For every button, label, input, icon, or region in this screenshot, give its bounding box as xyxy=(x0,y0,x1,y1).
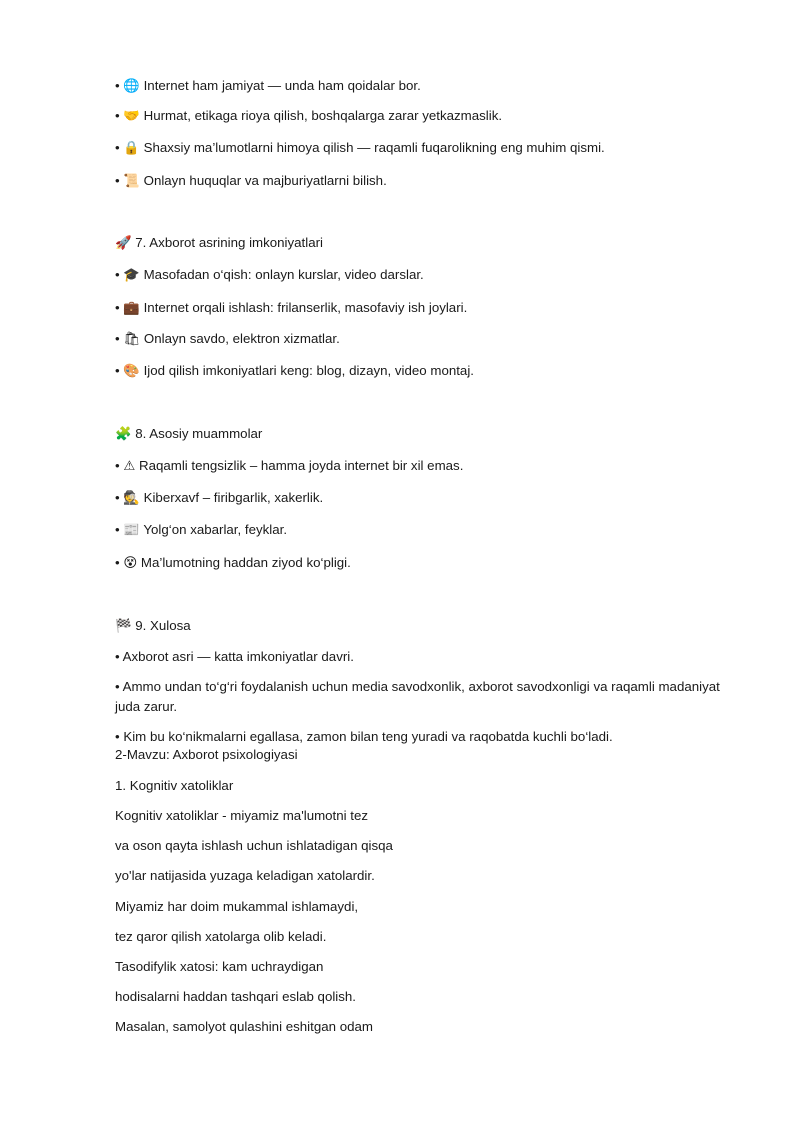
paragraph-line: yo'lar natijasida yuzaga keladigan xatolardir. xyxy=(115,868,375,883)
bullet-personal-data: • 🔒 Shaxsiy ma’lumotlarni himoya qilish — raqamli fuqarolikning eng muhim qismi. xyxy=(115,140,605,155)
paragraph-line: Tasodifylik xatosi: kam uchraydigan xyxy=(115,959,324,974)
paragraph-line: hodisalarni haddan tashqari eslab qolish. xyxy=(115,989,356,1004)
bullet-cyber-threat: • 🕵 Kiberxavf – firibgarlik, xakerlik. xyxy=(115,490,324,505)
paragraph-line: va oson qayta ishlash uchun ishlatadigan qisqa xyxy=(115,838,393,853)
bullet-internet-society: • 🌐 Internet ham jamiyat — unda ham qoidalar bor. xyxy=(115,78,421,93)
section8-heading: 🧩 8. Asosiy muammolar xyxy=(115,426,263,441)
bullet-conclusion-skills: • Kim bu ko‘nikmalarni egallasa, zamon bilan teng yuradi va raqobatda kuchli bo‘ladi. xyxy=(115,729,613,744)
bullet-remote-work: • 💼 Internet orqali ishlash: frilanserlik, masofaviy ish joylari. xyxy=(115,300,468,315)
paragraph-line: Masalan, samolyot qulashini eshitgan odam xyxy=(115,1019,373,1034)
paragraph-line: Miyamiz har doim mukammal ishlamaydi, xyxy=(115,899,359,914)
bullet-digital-inequality: • ⚠ Raqamli tengsizlik – hamma joyda internet bir xil emas. xyxy=(115,458,464,473)
topic2-title: 2-Mavzu: Axborot psixologiyasi xyxy=(115,747,298,762)
topic2-subheading: 1. Kognitiv xatoliklar xyxy=(115,778,234,793)
bullet-conclusion-opportunities: • Axborot asri — katta imkoniyatlar davri. xyxy=(115,649,354,664)
bullet-online-trade: • 🛍 Onlayn savdo, elektron xizmatlar. xyxy=(115,331,340,346)
section7-heading: 🚀 7. Axborot asrining imkoniyatlari xyxy=(115,235,323,250)
bullet-online-rights: • 📜 Onlayn huquqlar va majburiyatlarni bilish. xyxy=(115,173,387,188)
section9-heading: 🏁 9. Xulosa xyxy=(115,618,191,633)
bullet-respect-ethics: • 🤝 Hurmat, etikaga rioya qilish, boshqalarga zarar yetkazmaslik. xyxy=(115,108,503,123)
bullet-fake-news: • 📰 Yolg‘on xabarlar, feyklar. xyxy=(115,522,288,537)
paragraph-line: Kognitiv xatoliklar - miyamiz ma'lumotni tez xyxy=(115,808,369,823)
bullet-info-overload: • 😵 Ma’lumotning haddan ziyod ko‘pligi. xyxy=(115,555,351,570)
bullet-conclusion-literacy: • Ammo undan to‘g‘ri foydalanish uchun media savodxonlik, axborot savodxonligi va raqamli madaniyat juda zarur. xyxy=(115,679,720,714)
bullet-remote-learning: • 🎓 Masofadan o‘qish: onlayn kurslar, video darslar. xyxy=(115,267,424,282)
paragraph-line: tez qaror qilish xatolarga olib keladi. xyxy=(115,929,327,944)
bullet-creativity: • 🎨 Ijod qilish imkoniyatlari keng: blog, dizayn, video montaj. xyxy=(115,363,474,378)
